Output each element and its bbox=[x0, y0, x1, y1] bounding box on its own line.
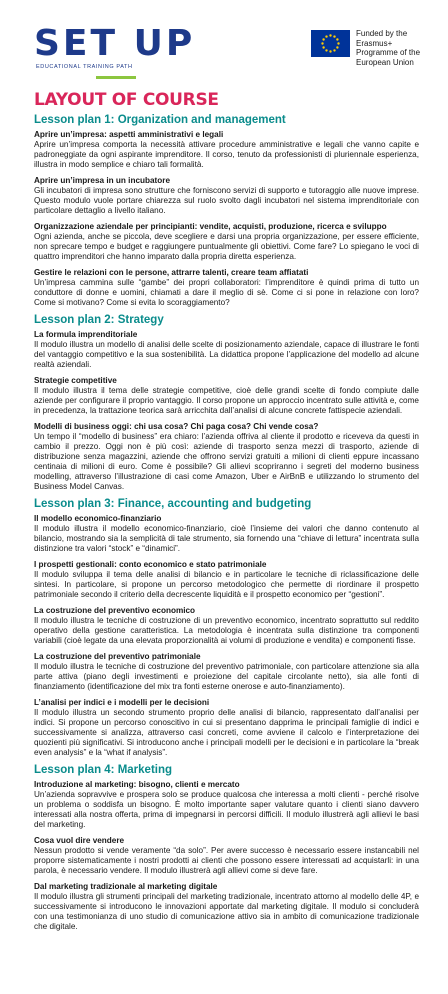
module-title: La costruzione del preventivo patrimoniale bbox=[34, 652, 201, 661]
module-title: La costruzione del preventivo economico bbox=[34, 606, 196, 615]
module-description: Aprire un’impresa comporta la necessità attivare procedure amministrative e legali che vanno capite e padroneggiate da ogni aspirante imprenditore. Il corso, tenuto da professionisti di pluriennale esperienza, illustra in modo semplice e chiaro tali formalità. bbox=[34, 140, 419, 169]
eu-funding-block bbox=[311, 30, 436, 67]
lesson-section bbox=[34, 114, 419, 308]
module-description: Il modulo illustra gli strumenti principali del marketing tradizionale, incentrato attorno al modello delle 4P, e successivamente si introducono le innovazioni apportate dal marketing digitale. Il modulo si concluderà con una testimonianza di uno studio di comunicazione attivo sia in ambito di comunicazione tradizionale che digitale. bbox=[34, 892, 419, 931]
eu-flag-icon bbox=[311, 30, 350, 57]
header bbox=[0, 0, 448, 80]
module-title: Organizzazione aziendale per principianti: vendite, acquisti, produzione, ricerca e sviluppo bbox=[34, 222, 387, 231]
page-title: LAYOUT OF COURSE bbox=[34, 90, 219, 110]
module-title: Aprire un’impresa in un incubatore bbox=[34, 176, 171, 185]
logo-subtitle: EDUCATIONAL TRAINING PATH bbox=[36, 64, 133, 70]
section-title: Lesson plan 4: Marketing bbox=[34, 764, 173, 776]
module-description: Un’impresa cammina sulle “gambe” dei propri collaboratori: l’imprenditore è quindi prima di tutto un conduttore di donne e uomini, chiamati a dare il meglio di sè. Come ci si pone in relazione con loro? Come si motivano? Come si evita lo scoraggiamento? bbox=[34, 278, 419, 307]
section-title: Lesson plan 3: Finance, accounting and budgeting bbox=[34, 498, 312, 510]
lesson-section bbox=[34, 498, 419, 758]
module-title: I prospetti gestionali: conto economico e stato patrimoniale bbox=[34, 560, 267, 569]
module-description: Il modulo sviluppa il tema delle analisi di bilancio e in particolare le tecniche di riclassificazione delle sintesi. In particolare, si propone un percorso metodologico che permette di riordinare il prospetto patrimoniale secondo il criterio della decrescente liquidità e il prospetto economico per “gestioni”. bbox=[34, 570, 419, 599]
module-description: Il modulo illustra il tema delle strategie competitive, cioè delle grandi scelte di fondo compiute dalle aziende per configurare il proprio vantaggio. Il corso propone un approccio incentrato sulle attività e, come in precedenza, la trattazione teorica sarà arricchita dall’analisi di alcune concrete fattispecie aziendali. bbox=[34, 386, 419, 415]
module-description: Nessun prodotto si vende veramente “da solo”. Per avere successo è necessario essere instancabili nel proporre sistematicamente i nostri prodotti ai clienti che possono essere interessati ad acquistarli: in una parola, è necessario vendere. Il modulo illustrerà agli allievi come si deve fare. bbox=[34, 846, 419, 875]
module-description: Ogni azienda, anche se piccola, deve scegliere e darsi una propria organizzazione, per essere efficiente, non sprecare tempo e budget e raggiungere puntualmente gli obiettivi. Come fare? Lo spiegano le voci di quattro imprenditori che hanno imparato dalla propria diretta esperienza. bbox=[34, 232, 419, 261]
module-description: Il modulo illustra le tecniche di costruzione di un preventivo economico, incentrato soprattutto sul reddito operativo della gestione caratteristica. La metodologia è incentrata sulla distinzione tra componenti variabili (cioè legate da una elevata proporzionalità ai volumi di produzione e vendita) e componenti fisse. bbox=[34, 616, 419, 645]
module-title: Introduzione al marketing: bisogno, clienti e mercato bbox=[34, 780, 240, 789]
module-title: Dal marketing tradizionale al marketing digitale bbox=[34, 882, 218, 891]
module-title: L’analisi per indici e i modelli per le decisioni bbox=[34, 698, 210, 707]
module-title: Aprire un’impresa: aspetti amministrativi e legali bbox=[34, 130, 224, 139]
funding-text-label: Funded by the Erasmus+ Programme of the European Union bbox=[356, 29, 421, 67]
course-content bbox=[34, 114, 419, 938]
lesson-section bbox=[34, 764, 419, 932]
module-title: Gestire le relazioni con le persone, attrarre talenti, creare team affiatati bbox=[34, 268, 309, 277]
section-title: Lesson plan 2: Strategy bbox=[34, 314, 164, 326]
module-title: La formula imprenditoriale bbox=[34, 330, 138, 339]
module-description: Il modulo illustra il modello economico-finanziario, cioè l’insieme dei valori che danno contenuto al bilancio, mostrando sia la semplicità di tale strumento, sia fornendo una “chiave di lettura” incentrata sulla distinzione tra valori “stock” e “dinamici”. bbox=[34, 524, 419, 553]
module-description: Il modulo illustra un secondo strumento proprio delle analisi di bilancio, rappresentato dall’analisi per indici. Si propone un percorso conoscitivo in cui si presentano dapprima le principali famiglie di indici e successivamente si analizza, attraverso casi concreti, come avviene il calcolo e l’interpretazione dei quozienti più significativi. Si introducono anche i principali modelli per le decisioni e in particolare la “break even analysis” e la “what if analysis”. bbox=[34, 708, 419, 757]
section-title: Lesson plan 1: Organization and management bbox=[34, 114, 286, 126]
logo-text: SET UP bbox=[34, 23, 196, 64]
module-description: Un tempo il “modello di business” era chiaro: l’azienda offriva al cliente il prodotto e riceveva da questi in cambio il prezzo. Oggi non è più così: aziende di trasporto senza mezzi di trasporto, aziende di distribuzione senza magazzini, aziende che offrono servizi gratuiti a milioni di clienti eppure incassano centinaia di milioni di euro. Come è possibile? Gli allievi scopriranno i segreti del moderno business modelling, attraverso l’illustrazione di casi come Amazon, Uber e AirBnB e utilizzando lo strumento del Business Model Canvas. bbox=[34, 432, 419, 491]
logo-accent-bar bbox=[96, 76, 136, 79]
module-description: Un’azienda sopravvive e prospera solo se produce qualcosa che interessa a molti clienti - perché risolve un problema o soddisfa un bisogno. È molto importante saper valutare quanto i clienti siano davvero interessati alla nostra offerta, prima di impegnarsi in percorsi difficili. Il modulo illustrerà agli allievi le basi del marketing. bbox=[34, 790, 419, 829]
module-title: Il modello economico-finanziario bbox=[34, 514, 162, 523]
module-title: Strategie competitive bbox=[34, 376, 117, 385]
funding-text bbox=[356, 29, 436, 67]
module-description: Il modulo illustra un modello di analisi delle scelte di posizionamento aziendale, capace di illustrare le fonti del vantaggio competitivo e la sua sostenibilità. La didattica propone l’applicazione del modello ad alcune realtà aziendali. bbox=[34, 340, 419, 369]
setup-logo bbox=[34, 23, 196, 70]
module-description: Il modulo illustra le tecniche di costruzione del preventivo patrimoniale, con particolare attenzione sia alla parte attiva (piano degli investimenti e proiezione del capitale circolante netto), sia alle fonti di finanziamento (identificazione del mix tra fonti esterne onerose e auto-finanziamento). bbox=[34, 662, 419, 691]
module-description: Gli incubatori di impresa sono strutture che forniscono servizi di supporto e tutoraggio alle nuove imprese. Questo modulo vuole portare chiarezza sul ruolo svolto dagli incubatori nel sistema imprenditoriale con particolare dettaglio a livello italiano. bbox=[34, 186, 419, 215]
module-title: Modelli di business oggi: chi usa cosa? Chi paga cosa? Chi vende cosa? bbox=[34, 422, 319, 431]
lesson-section bbox=[34, 314, 419, 492]
module-title: Cosa vuol dire vendere bbox=[34, 836, 125, 845]
